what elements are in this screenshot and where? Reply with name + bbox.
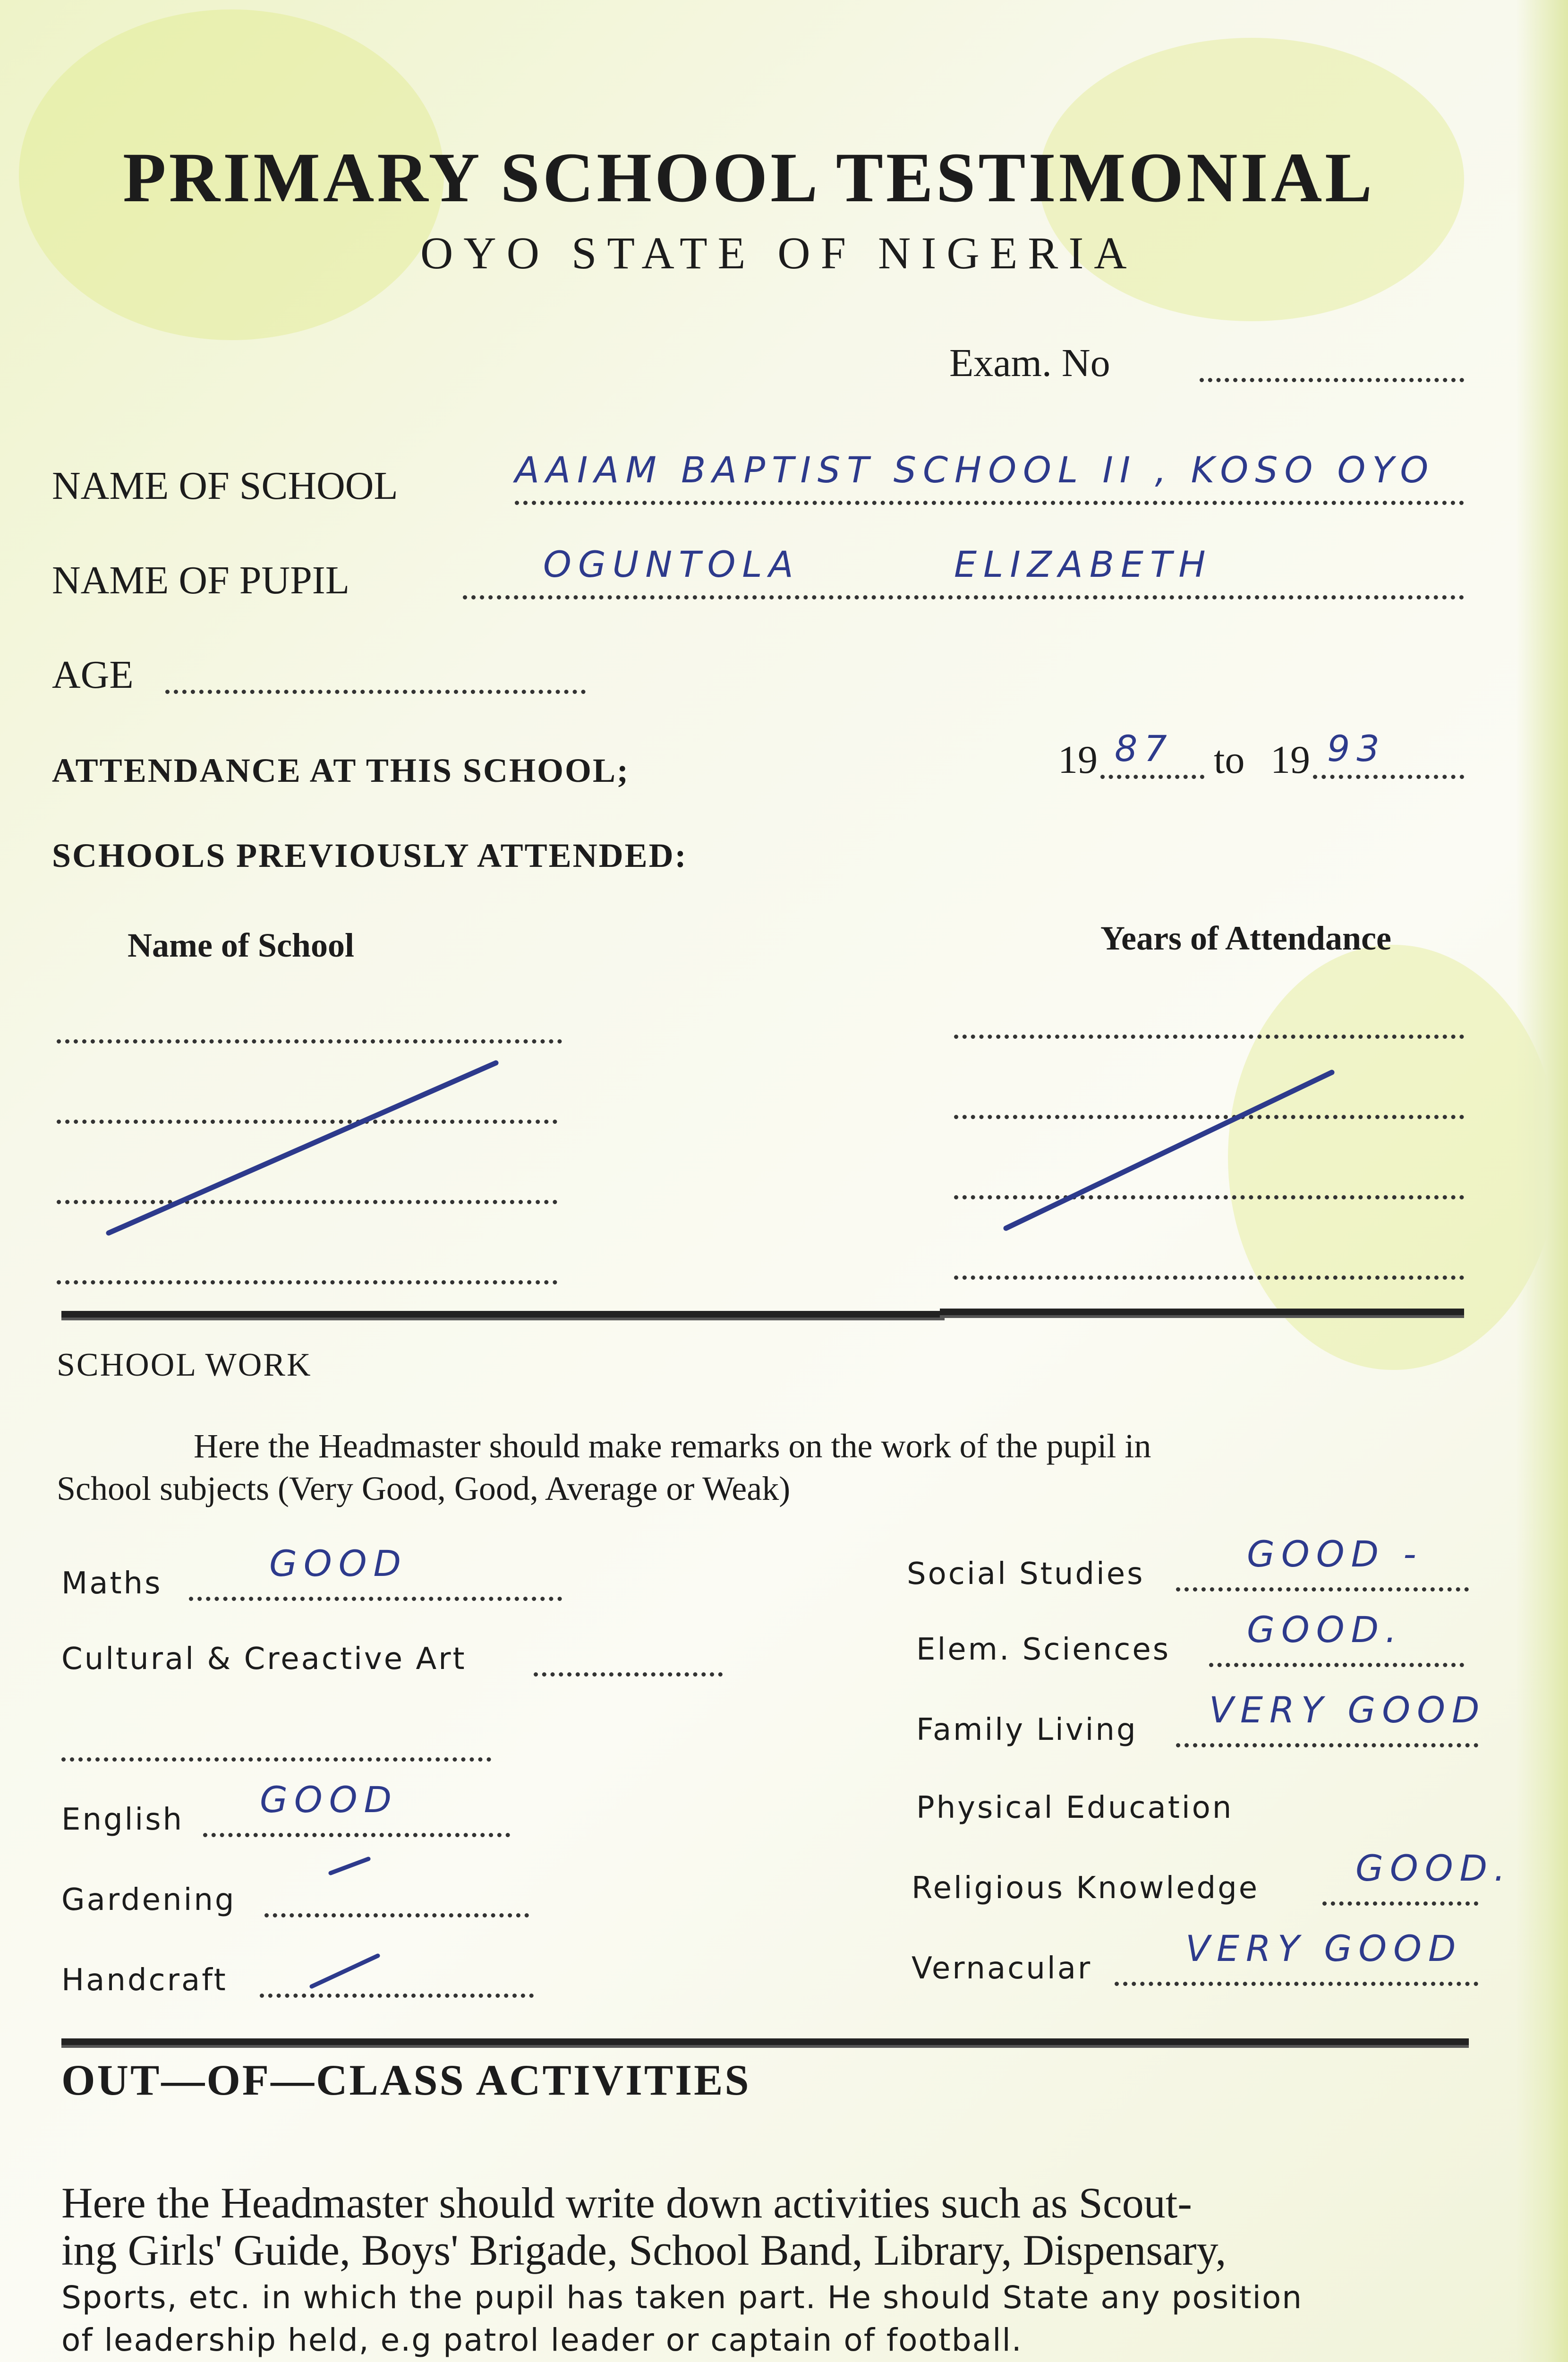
subject-label: Physical Education	[916, 1790, 1234, 1825]
activities-text: Here the Headmaster should write down activities such as Scout-	[61, 2179, 1192, 2227]
activities-heading: OUT—OF—CLASS ACTIVITIES	[61, 2056, 751, 2104]
subject-grade: GOOD	[260, 1779, 399, 1821]
col-years-header: Years of Attendance	[1100, 919, 1391, 957]
activities-text: of leadership held, e.g patrol leader or captain of football.	[61, 2322, 1023, 2358]
activities-text: Sports, etc. in which the pupil has taken part. He should State any position	[61, 2279, 1303, 2316]
subject-label: Elem. Sciences	[916, 1632, 1171, 1667]
year-prefix-to: 19	[1270, 738, 1310, 782]
subject-grade: VERY GOOD	[1185, 1927, 1463, 1969]
subject-label: Cultural & Creactive Art	[61, 1642, 467, 1677]
prev-schools-label: SCHOOLS PREVIOUSLY ATTENDED:	[52, 837, 688, 874]
school-work-instructions: School subjects (Very Good, Good, Average or Weak)	[57, 1470, 791, 1507]
col-school-header: Name of School	[128, 926, 354, 964]
subject-grade: VERY GOOD	[1209, 1689, 1486, 1731]
subject-label: Gardening	[61, 1883, 236, 1917]
subject-label: Family Living	[916, 1712, 1138, 1747]
subject-label: Religious Knowledge	[912, 1871, 1260, 1906]
subject-grade: GOOD.	[1247, 1609, 1404, 1651]
attendance-label: ATTENDANCE AT THIS SCHOOL;	[52, 752, 630, 789]
exam-no-label: Exam. No	[949, 341, 1110, 385]
activities-text: ing Girls' Guide, Boys' Brigade, School Band, Library, Dispensary,	[61, 2226, 1227, 2274]
subject-label: Maths	[61, 1566, 162, 1601]
document-subtitle: OYO STATE OF NIGERIA	[420, 228, 1137, 278]
subject-label: Handcraft	[61, 1963, 228, 1998]
subject-label: Social Studies	[907, 1557, 1145, 1592]
age-label: AGE	[52, 653, 134, 697]
subject-label: English	[61, 1802, 184, 1837]
year-from-value: 87	[1115, 727, 1174, 770]
year-to-label: to	[1214, 738, 1245, 782]
school-work-instructions: Here the Headmaster should make remarks on the work of the pupil in	[194, 1427, 1151, 1465]
year-prefix-from: 19	[1058, 738, 1098, 782]
subject-grade: GOOD.	[1355, 1847, 1512, 1889]
document-title: PRIMARY SCHOOL TESTIMONIAL	[123, 138, 1375, 217]
subject-label: Vernacular	[912, 1951, 1092, 1986]
school-name-value: AAIAM BAPTIST SCHOOL II , KOSO OYO	[515, 449, 1435, 491]
subject-grade: GOOD -	[1247, 1533, 1423, 1575]
year-to-value: 93	[1327, 727, 1386, 770]
pupil-surname: OGUNTOLA	[543, 543, 800, 585]
school-work-heading: SCHOOL WORK	[57, 1347, 312, 1383]
school-name-label: NAME OF SCHOOL	[52, 464, 398, 508]
pupil-firstname: ELIZABETH	[954, 543, 1212, 585]
subject-grade: GOOD	[269, 1542, 408, 1584]
pupil-name-label: NAME OF PUPIL	[52, 558, 350, 602]
